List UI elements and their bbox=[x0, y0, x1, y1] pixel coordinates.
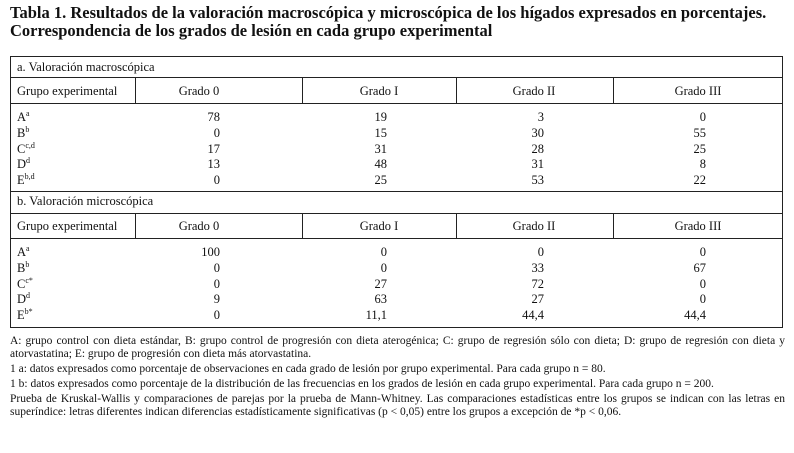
title-line-1: Tabla 1. Resultados de la valoración macroscópica y microscópica de los hígados expresados en porcentajes. bbox=[10, 3, 767, 22]
macro-cell-value: 48 bbox=[374, 157, 387, 172]
micro-cell-value: 0 bbox=[699, 276, 706, 291]
macro-cell-value: 3 bbox=[537, 110, 544, 124]
macro-row-group bbox=[17, 110, 30, 125]
section-divider bbox=[11, 191, 782, 192]
micro-cell-value: 0 bbox=[213, 308, 220, 323]
micro-cell-value: 44,4 bbox=[684, 308, 706, 323]
micro-header-separator bbox=[11, 238, 782, 239]
micro-row-group bbox=[17, 308, 33, 323]
micro-cell-value: 9 bbox=[213, 292, 220, 307]
macro-row-group bbox=[17, 157, 30, 172]
macro-cell-value: 25 bbox=[693, 141, 706, 156]
micro-cell-value: 0 bbox=[380, 245, 387, 259]
macro-row-group bbox=[17, 173, 35, 188]
results-table bbox=[10, 56, 783, 328]
group-superscript: b,d bbox=[24, 172, 35, 182]
macro-header-grade: Grado 0 bbox=[178, 84, 220, 98]
macro-label-separator bbox=[11, 77, 782, 78]
macro-cell-value: 13 bbox=[207, 157, 220, 172]
table-notes bbox=[10, 335, 785, 421]
micro-row-group bbox=[17, 277, 33, 292]
micro-header-column-line bbox=[613, 213, 614, 238]
micro-cell-value: 0 bbox=[699, 292, 706, 307]
group-letter: B bbox=[17, 260, 26, 275]
group-superscript: c* bbox=[25, 275, 33, 285]
group-superscript: a bbox=[26, 244, 30, 253]
micro-cell-value: 27 bbox=[531, 292, 544, 307]
macro-header-column-line bbox=[302, 77, 303, 103]
macro-header-column-line bbox=[613, 77, 614, 103]
micro-cell-value: 0 bbox=[380, 260, 387, 275]
micro-row-group bbox=[17, 261, 29, 276]
macro-section-label: a. Valoración macroscópica bbox=[17, 60, 155, 74]
group-superscript: a bbox=[26, 109, 30, 118]
micro-label-separator bbox=[11, 213, 782, 214]
micro-row-group bbox=[17, 245, 30, 260]
micro-cell-value: 0 bbox=[213, 260, 220, 275]
micro-cell-value: 0 bbox=[699, 245, 706, 259]
group-letter: A bbox=[17, 110, 27, 124]
micro-header-grade: Grado II bbox=[512, 219, 556, 233]
micro-cell-value: 67 bbox=[693, 260, 706, 275]
macro-header-group: Grupo experimental bbox=[17, 84, 118, 98]
group-superscript: d bbox=[26, 291, 31, 301]
group-superscript: d bbox=[26, 156, 31, 166]
group-letter: D bbox=[17, 292, 27, 307]
group-superscript: b* bbox=[24, 307, 33, 317]
micro-cell-value: 27 bbox=[374, 276, 387, 291]
macro-header-column-line bbox=[456, 77, 457, 103]
macro-header-grade: Grado I bbox=[359, 84, 399, 98]
micro-header-grade: Grado 0 bbox=[178, 219, 220, 233]
macro-cell-value: 28 bbox=[531, 141, 544, 156]
macro-header-grade: Grado II bbox=[512, 84, 556, 98]
macro-cell-value: 25 bbox=[374, 173, 387, 188]
macro-cell-value: 55 bbox=[693, 125, 706, 140]
title-line-2: Correspondencia de los grados de lesión en cada grupo experimental bbox=[10, 21, 493, 40]
note-1b: 1 b: datos expresados como porcentaje de la distribución de las frecuencias en los grados de lesión en cada grupo experimental. Para cada grupo n = 200. bbox=[10, 378, 714, 390]
macro-cell-value: 0 bbox=[213, 125, 220, 140]
group-letter: E bbox=[17, 173, 25, 188]
group-letter: A bbox=[17, 245, 27, 259]
macro-cell-value: 0 bbox=[699, 110, 706, 124]
group-letter: D bbox=[17, 157, 27, 172]
group-letter: E bbox=[17, 308, 25, 323]
group-letter: B bbox=[17, 125, 26, 140]
macro-cell-value: 15 bbox=[374, 125, 387, 140]
micro-cell-value: 33 bbox=[531, 260, 544, 275]
macro-row-group bbox=[17, 142, 35, 157]
macro-cell-value: 22 bbox=[693, 173, 706, 188]
micro-header-grade: Grado III bbox=[674, 219, 722, 233]
micro-cell-value: 0 bbox=[213, 276, 220, 291]
group-superscript: b bbox=[25, 259, 30, 269]
micro-header-column-line bbox=[456, 213, 457, 238]
macro-cell-value: 8 bbox=[699, 157, 706, 172]
note-statistics: Prueba de Kruskal-Wallis y comparaciones de parejas por la prueba de Mann-Whitney. Las comparaciones estadísticas entre los grupos se indican con las letras en superíndice: letras diferentes indican diferencias estadísticamente significativas (p < 0,05) entre los grupos a excepción de *p < 0,06. bbox=[10, 393, 785, 418]
table-title bbox=[10, 4, 785, 40]
macro-cell-value: 17 bbox=[207, 141, 220, 156]
micro-header-grade: Grado I bbox=[359, 219, 399, 233]
macro-cell-value: 30 bbox=[531, 125, 544, 140]
macro-header-grade: Grado III bbox=[674, 84, 722, 98]
micro-row-group bbox=[17, 292, 30, 307]
macro-cell-value: 31 bbox=[531, 157, 544, 172]
micro-cell-value: 0 bbox=[537, 245, 544, 259]
micro-cell-value: 11,1 bbox=[365, 308, 387, 323]
micro-cell-value: 63 bbox=[374, 292, 387, 307]
micro-header-group: Grupo experimental bbox=[17, 219, 118, 233]
note-legend: A: grupo control con dieta estándar, B: grupo control de progresión con dieta aterogénica; C: grupo de regresión sólo con dieta; D: grupo de regresión con dieta y atorvastatina; E: grupo de progresión con dieta más atorvastatina. bbox=[10, 335, 785, 360]
macro-cell-value: 53 bbox=[531, 173, 544, 188]
macro-header-column-line bbox=[135, 77, 136, 103]
group-letter: C bbox=[17, 141, 26, 156]
macro-cell-value: 19 bbox=[374, 110, 387, 124]
note-1a: 1 a: datos expresados como porcentaje de observaciones en cada grado de lesión por grupo experimental. Para cada grupo n = 80. bbox=[10, 363, 606, 375]
macro-cell-value: 78 bbox=[207, 110, 220, 124]
micro-header-column-line bbox=[302, 213, 303, 238]
micro-cell-value: 44,4 bbox=[522, 308, 544, 323]
macro-row-group bbox=[17, 126, 29, 141]
micro-cell-value: 100 bbox=[201, 245, 220, 259]
micro-section-label: b. Valoración microscópica bbox=[17, 194, 154, 208]
group-superscript: b bbox=[25, 124, 30, 134]
macro-cell-value: 0 bbox=[213, 173, 220, 188]
micro-cell-value: 72 bbox=[531, 276, 544, 291]
micro-header-column-line bbox=[135, 213, 136, 238]
group-superscript: c,d bbox=[25, 140, 35, 150]
macro-cell-value: 31 bbox=[374, 141, 387, 156]
macro-header-separator bbox=[11, 103, 782, 104]
group-letter: C bbox=[17, 276, 26, 291]
